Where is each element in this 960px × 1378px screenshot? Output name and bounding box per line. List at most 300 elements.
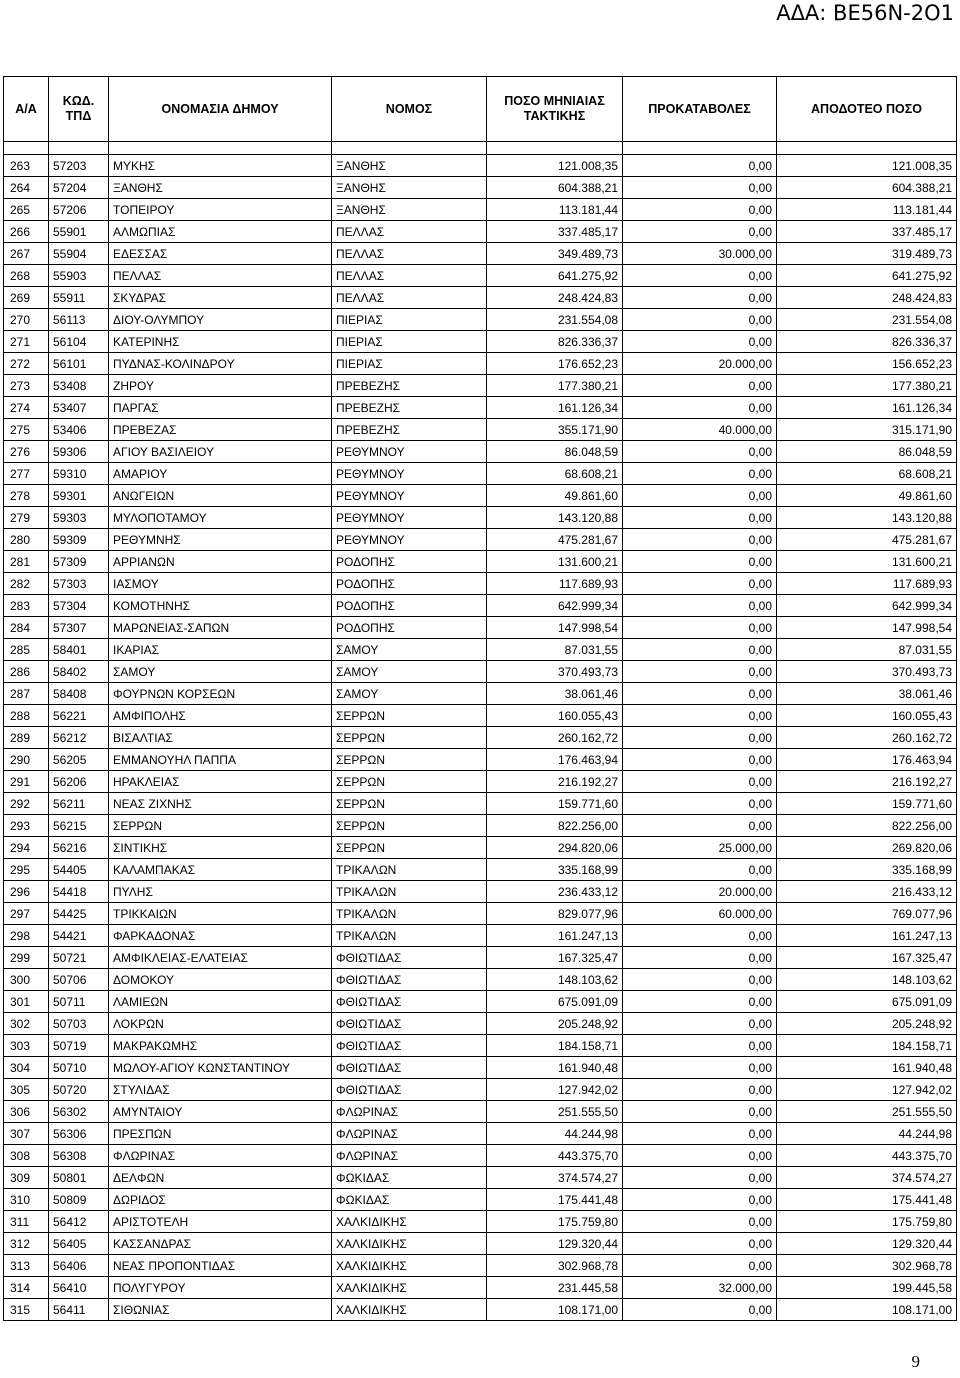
monthly-amount: 113.181,44 (487, 199, 623, 221)
advance-amount: 0,00 (623, 705, 777, 727)
municipality-name: ΛΑΜΙΕΩΝ (109, 991, 332, 1013)
municipality-code: 56308 (49, 1145, 109, 1167)
municipality-name: ΣΙΝΤΙΚΗΣ (109, 837, 332, 859)
municipality-code: 50809 (49, 1189, 109, 1211)
payable-amount: 315.171,90 (777, 419, 957, 441)
monthly-amount: 349.489,73 (487, 243, 623, 265)
advance-amount: 40.000,00 (623, 419, 777, 441)
prefecture-name: ΣΕΡΡΩΝ (332, 727, 487, 749)
row-number: 294 (4, 837, 49, 859)
monthly-amount: 826.336,37 (487, 331, 623, 353)
municipality-name: ΦΑΡΚΑΔΟΝΑΣ (109, 925, 332, 947)
header-aa: Α/Α (4, 77, 49, 142)
monthly-amount: 108.171,00 (487, 1299, 623, 1321)
row-number: 309 (4, 1167, 49, 1189)
table-row (4, 1255, 957, 1277)
municipality-code: 57203 (49, 155, 109, 177)
prefecture-name: ΤΡΙΚΑΛΩΝ (332, 859, 487, 881)
advance-amount: 0,00 (623, 375, 777, 397)
municipality-name: ΠΥΔΝΑΣ-ΚΟΛΙΝΔΡΟΥ (109, 353, 332, 375)
row-number: 266 (4, 221, 49, 243)
monthly-amount: 159.771,60 (487, 793, 623, 815)
prefecture-name: ΧΑΛΚΙΔΙΚΗΣ (332, 1277, 487, 1299)
municipality-code: 53406 (49, 419, 109, 441)
municipality-code: 56406 (49, 1255, 109, 1277)
municipality-name: ΔΙΟΥ-ΟΛΥΜΠΟΥ (109, 309, 332, 331)
prefecture-name: ΠΕΛΛΑΣ (332, 287, 487, 309)
advance-amount: 0,00 (623, 815, 777, 837)
advance-amount: 0,00 (623, 221, 777, 243)
municipality-name: ΑΜΑΡΙΟΥ (109, 463, 332, 485)
monthly-amount: 829.077,96 (487, 903, 623, 925)
monthly-amount: 355.171,90 (487, 419, 623, 441)
monthly-amount: 251.555,50 (487, 1101, 623, 1123)
row-number: 313 (4, 1255, 49, 1277)
row-number: 291 (4, 771, 49, 793)
prefecture-name: ΦΛΩΡΙΝΑΣ (332, 1101, 487, 1123)
table-row (4, 507, 957, 529)
payable-amount: 49.861,60 (777, 485, 957, 507)
payable-amount: 269.820,06 (777, 837, 957, 859)
table-row (4, 397, 957, 419)
municipality-code: 50720 (49, 1079, 109, 1101)
advance-amount: 0,00 (623, 1035, 777, 1057)
row-number: 278 (4, 485, 49, 507)
payable-amount: 604.388,21 (777, 177, 957, 199)
payable-amount: 176.463,94 (777, 749, 957, 771)
municipality-name: ΤΟΠΕΙΡΟΥ (109, 199, 332, 221)
monthly-amount: 335.168,99 (487, 859, 623, 881)
prefecture-name: ΠΕΛΛΑΣ (332, 221, 487, 243)
table-row (4, 1145, 957, 1167)
payable-amount: 121.008,35 (777, 155, 957, 177)
monthly-amount: 642.999,34 (487, 595, 623, 617)
page-number: 9 (911, 1352, 920, 1371)
payable-amount: 248.424,83 (777, 287, 957, 309)
row-number: 268 (4, 265, 49, 287)
monthly-amount: 475.281,67 (487, 529, 623, 551)
payable-amount: 44.244,98 (777, 1123, 957, 1145)
monthly-amount: 302.968,78 (487, 1255, 623, 1277)
monthly-amount: 129.320,44 (487, 1233, 623, 1255)
allocation-table (3, 76, 957, 1321)
municipality-name: ΑΡΙΣΤΟΤΕΛΗ (109, 1211, 332, 1233)
municipality-code: 50706 (49, 969, 109, 991)
row-number: 280 (4, 529, 49, 551)
prefecture-name: ΦΩΚΙΔΑΣ (332, 1189, 487, 1211)
prefecture-name: ΧΑΛΚΙΔΙΚΗΣ (332, 1299, 487, 1321)
table-row (4, 815, 957, 837)
table-row (4, 683, 957, 705)
table-row (4, 221, 957, 243)
header-monthly-amount: ΠΟΣΟ ΜΗΝΙΑΙΑΣ ΤΑΚΤΙΚΗΣ (487, 77, 623, 142)
table-row (4, 727, 957, 749)
advance-amount: 0,00 (623, 1013, 777, 1035)
municipality-name: ΙΑΣΜΟΥ (109, 573, 332, 595)
payable-amount: 68.608,21 (777, 463, 957, 485)
monthly-amount: 231.554,08 (487, 309, 623, 331)
municipality-name: ΠΡΕΒΕΖΑΣ (109, 419, 332, 441)
municipality-name: ΝΕΑΣ ΠΡΟΠΟΝΤΙΔΑΣ (109, 1255, 332, 1277)
municipality-name: ΑΜΦΙΚΛΕΙΑΣ-ΕΛΑΤΕΙΑΣ (109, 947, 332, 969)
prefecture-name: ΠΙΕΡΙΑΣ (332, 353, 487, 375)
municipality-name: ΕΜΜΑΝΟΥΗΛ ΠΑΠΠΑ (109, 749, 332, 771)
row-number: 275 (4, 419, 49, 441)
advance-amount: 0,00 (623, 1255, 777, 1277)
advance-amount: 0,00 (623, 1233, 777, 1255)
monthly-amount: 160.055,43 (487, 705, 623, 727)
payable-amount: 826.336,37 (777, 331, 957, 353)
municipality-code: 56212 (49, 727, 109, 749)
advance-amount: 0,00 (623, 1123, 777, 1145)
advance-amount: 0,00 (623, 727, 777, 749)
table-row (4, 617, 957, 639)
row-number: 293 (4, 815, 49, 837)
municipality-code: 56306 (49, 1123, 109, 1145)
municipality-code: 56405 (49, 1233, 109, 1255)
prefecture-name: ΧΑΛΚΙΔΙΚΗΣ (332, 1255, 487, 1277)
prefecture-name: ΦΩΚΙΔΑΣ (332, 1167, 487, 1189)
municipality-code: 58408 (49, 683, 109, 705)
row-number: 305 (4, 1079, 49, 1101)
table-row (4, 903, 957, 925)
payable-amount: 374.574,27 (777, 1167, 957, 1189)
payable-amount: 87.031,55 (777, 639, 957, 661)
advance-amount: 0,00 (623, 925, 777, 947)
table-row (4, 155, 957, 177)
row-number: 312 (4, 1233, 49, 1255)
monthly-amount: 38.061,46 (487, 683, 623, 705)
prefecture-name: ΞΑΝΘΗΣ (332, 155, 487, 177)
municipality-code: 57206 (49, 199, 109, 221)
row-number: 279 (4, 507, 49, 529)
row-number: 273 (4, 375, 49, 397)
advance-amount: 20.000,00 (623, 353, 777, 375)
municipality-name: ΔΕΛΦΩΝ (109, 1167, 332, 1189)
payable-amount: 148.103,62 (777, 969, 957, 991)
monthly-amount: 236.433,12 (487, 881, 623, 903)
table-row (4, 925, 957, 947)
municipality-code: 59301 (49, 485, 109, 507)
municipality-code: 56206 (49, 771, 109, 793)
row-number: 314 (4, 1277, 49, 1299)
municipality-code: 50703 (49, 1013, 109, 1035)
municipality-code: 56104 (49, 331, 109, 353)
payable-amount: 302.968,78 (777, 1255, 957, 1277)
municipality-code: 55904 (49, 243, 109, 265)
table-row (4, 1057, 957, 1079)
monthly-amount: 177.380,21 (487, 375, 623, 397)
municipality-name: ΜΑΡΩΝΕΙΑΣ-ΣΑΠΩΝ (109, 617, 332, 639)
prefecture-name: ΠΡΕΒΕΖΗΣ (332, 419, 487, 441)
prefecture-name: ΡΟΔΟΠΗΣ (332, 595, 487, 617)
monthly-amount: 822.256,00 (487, 815, 623, 837)
payable-amount: 769.077,96 (777, 903, 957, 925)
municipality-name: ΝΕΑΣ ΖΙΧΝΗΣ (109, 793, 332, 815)
municipality-code: 53408 (49, 375, 109, 397)
payable-amount: 161.126,34 (777, 397, 957, 419)
payable-amount: 199.445,58 (777, 1277, 957, 1299)
advance-amount: 0,00 (623, 331, 777, 353)
table-row (4, 837, 957, 859)
prefecture-name: ΣΑΜΟΥ (332, 639, 487, 661)
monthly-amount: 443.375,70 (487, 1145, 623, 1167)
table-row (4, 595, 957, 617)
municipality-code: 54418 (49, 881, 109, 903)
monthly-amount: 161.940,48 (487, 1057, 623, 1079)
monthly-amount: 49.861,60 (487, 485, 623, 507)
payable-amount: 131.600,21 (777, 551, 957, 573)
row-number: 298 (4, 925, 49, 947)
municipality-code: 57304 (49, 595, 109, 617)
municipality-code: 56211 (49, 793, 109, 815)
table-row (4, 1123, 957, 1145)
payable-amount: 335.168,99 (777, 859, 957, 881)
municipality-name: ΚΑΣΣΑΝΔΡΑΣ (109, 1233, 332, 1255)
row-number: 306 (4, 1101, 49, 1123)
prefecture-name: ΦΘΙΩΤΙΔΑΣ (332, 1035, 487, 1057)
municipality-name: ΑΜΥΝΤΑΙΟΥ (109, 1101, 332, 1123)
table-row (4, 1299, 957, 1321)
monthly-amount: 131.600,21 (487, 551, 623, 573)
table-row (4, 463, 957, 485)
row-number: 274 (4, 397, 49, 419)
monthly-amount: 374.574,27 (487, 1167, 623, 1189)
advance-amount: 0,00 (623, 1057, 777, 1079)
row-number: 300 (4, 969, 49, 991)
municipality-name: ΡΕΘΥΜΝΗΣ (109, 529, 332, 551)
payable-amount: 38.061,46 (777, 683, 957, 705)
row-number: 292 (4, 793, 49, 815)
municipality-name: ΜΑΚΡΑΚΩΜΗΣ (109, 1035, 332, 1057)
ada-stamp: ΑΔΑ: ΒΕ56Ν-2Ο1 (776, 1, 954, 25)
payable-amount: 175.441,48 (777, 1189, 957, 1211)
payable-amount: 370.493,73 (777, 661, 957, 683)
row-number: 288 (4, 705, 49, 727)
monthly-amount: 143.120,88 (487, 507, 623, 529)
row-number: 290 (4, 749, 49, 771)
advance-amount: 0,00 (623, 991, 777, 1013)
table-row (4, 969, 957, 991)
prefecture-name: ΦΘΙΩΤΙΔΑΣ (332, 991, 487, 1013)
table-row (4, 1013, 957, 1035)
row-number: 301 (4, 991, 49, 1013)
municipality-code: 50721 (49, 947, 109, 969)
row-number: 303 (4, 1035, 49, 1057)
payable-amount: 86.048,59 (777, 441, 957, 463)
municipality-name: ΚΑΛΑΜΠΑΚΑΣ (109, 859, 332, 881)
prefecture-name: ΧΑΛΚΙΔΙΚΗΣ (332, 1233, 487, 1255)
advance-amount: 0,00 (623, 749, 777, 771)
table-row (4, 529, 957, 551)
payable-amount: 216.192,27 (777, 771, 957, 793)
municipality-code: 56302 (49, 1101, 109, 1123)
prefecture-name: ΡΕΘΥΜΝΟΥ (332, 485, 487, 507)
prefecture-name: ΣΕΡΡΩΝ (332, 771, 487, 793)
table-row (4, 793, 957, 815)
advance-amount: 0,00 (623, 793, 777, 815)
advance-amount: 0,00 (623, 265, 777, 287)
payable-amount: 161.247,13 (777, 925, 957, 947)
row-number: 311 (4, 1211, 49, 1233)
monthly-amount: 167.325,47 (487, 947, 623, 969)
advance-amount: 20.000,00 (623, 881, 777, 903)
row-number: 287 (4, 683, 49, 705)
prefecture-name: ΠΙΕΡΙΑΣ (332, 331, 487, 353)
payable-amount: 127.942,02 (777, 1079, 957, 1101)
monthly-amount: 604.388,21 (487, 177, 623, 199)
prefecture-name: ΤΡΙΚΑΛΩΝ (332, 925, 487, 947)
advance-amount: 0,00 (623, 947, 777, 969)
monthly-amount: 68.608,21 (487, 463, 623, 485)
payable-amount: 205.248,92 (777, 1013, 957, 1035)
prefecture-name: ΠΡΕΒΕΖΗΣ (332, 397, 487, 419)
prefecture-name: ΦΘΙΩΤΙΔΑΣ (332, 947, 487, 969)
advance-amount: 0,00 (623, 1145, 777, 1167)
municipality-name: ΣΚΥΔΡΑΣ (109, 287, 332, 309)
payable-amount: 675.091,09 (777, 991, 957, 1013)
row-number: 307 (4, 1123, 49, 1145)
prefecture-name: ΡΕΘΥΜΝΟΥ (332, 507, 487, 529)
prefecture-name: ΡΕΘΥΜΝΟΥ (332, 529, 487, 551)
municipality-code: 56216 (49, 837, 109, 859)
municipality-code: 57204 (49, 177, 109, 199)
advance-amount: 0,00 (623, 639, 777, 661)
prefecture-name: ΤΡΙΚΑΛΩΝ (332, 881, 487, 903)
prefecture-name: ΦΛΩΡΙΝΑΣ (332, 1123, 487, 1145)
advance-amount: 0,00 (623, 1101, 777, 1123)
table-row (4, 265, 957, 287)
payable-amount: 143.120,88 (777, 507, 957, 529)
advance-amount: 0,00 (623, 309, 777, 331)
prefecture-name: ΣΕΡΡΩΝ (332, 705, 487, 727)
row-number: 285 (4, 639, 49, 661)
municipality-name: ΠΡΕΣΠΩΝ (109, 1123, 332, 1145)
advance-amount: 0,00 (623, 771, 777, 793)
payable-amount: 175.759,80 (777, 1211, 957, 1233)
row-number: 281 (4, 551, 49, 573)
row-number: 297 (4, 903, 49, 925)
payable-amount: 319.489,73 (777, 243, 957, 265)
row-number: 269 (4, 287, 49, 309)
row-number: 289 (4, 727, 49, 749)
table-row (4, 991, 957, 1013)
payable-amount: 231.554,08 (777, 309, 957, 331)
table-row (4, 881, 957, 903)
municipality-code: 53407 (49, 397, 109, 419)
table-row (4, 749, 957, 771)
municipality-code: 54425 (49, 903, 109, 925)
prefecture-name: ΧΑΛΚΙΔΙΚΗΣ (332, 1211, 487, 1233)
payable-amount: 177.380,21 (777, 375, 957, 397)
table-row (4, 419, 957, 441)
municipality-code: 56101 (49, 353, 109, 375)
advance-amount: 0,00 (623, 1211, 777, 1233)
municipality-code: 59310 (49, 463, 109, 485)
prefecture-name: ΡΕΘΥΜΝΟΥ (332, 463, 487, 485)
monthly-amount: 175.441,48 (487, 1189, 623, 1211)
table-row (4, 859, 957, 881)
table-body (4, 142, 957, 1321)
monthly-amount: 370.493,73 (487, 661, 623, 683)
prefecture-name: ΞΑΝΘΗΣ (332, 177, 487, 199)
row-number: 272 (4, 353, 49, 375)
row-number: 299 (4, 947, 49, 969)
payable-amount: 822.256,00 (777, 815, 957, 837)
header-prefecture: ΝΟΜΟΣ (332, 77, 487, 142)
advance-amount: 0,00 (623, 969, 777, 991)
table-row (4, 947, 957, 969)
advance-amount: 0,00 (623, 397, 777, 419)
municipality-code: 56215 (49, 815, 109, 837)
advance-amount: 0,00 (623, 507, 777, 529)
prefecture-name: ΦΘΙΩΤΙΔΑΣ (332, 969, 487, 991)
header-advances: ΠΡΟΚΑΤΑΒΟΛΕΣ (623, 77, 777, 142)
row-number: 267 (4, 243, 49, 265)
municipality-name: ΛΟΚΡΩΝ (109, 1013, 332, 1035)
advance-amount: 0,00 (623, 551, 777, 573)
municipality-code: 56221 (49, 705, 109, 727)
advance-amount: 0,00 (623, 463, 777, 485)
row-number: 284 (4, 617, 49, 639)
municipality-name: ΣΙΘΩΝΙΑΣ (109, 1299, 332, 1321)
municipality-name: ΑΓΙΟΥ ΒΑΣΙΛΕΙΟΥ (109, 441, 332, 463)
monthly-amount: 44.244,98 (487, 1123, 623, 1145)
municipality-name: ΙΚΑΡΙΑΣ (109, 639, 332, 661)
municipality-name: ΠΕΛΛΑΣ (109, 265, 332, 287)
header-municipality: ΟΝΟΜΑΣΙΑ ΔΗΜΟΥ (109, 77, 332, 142)
payable-amount: 160.055,43 (777, 705, 957, 727)
prefecture-name: ΠΕΛΛΑΣ (332, 265, 487, 287)
payable-amount: 475.281,67 (777, 529, 957, 551)
prefecture-name: ΡΟΔΟΠΗΣ (332, 573, 487, 595)
monthly-amount: 231.445,58 (487, 1277, 623, 1299)
municipality-code: 57307 (49, 617, 109, 639)
prefecture-name: ΦΘΙΩΤΙΔΑΣ (332, 1057, 487, 1079)
monthly-amount: 216.192,27 (487, 771, 623, 793)
row-number: 270 (4, 309, 49, 331)
table-row (4, 551, 957, 573)
monthly-amount: 248.424,83 (487, 287, 623, 309)
payable-amount: 216.433,12 (777, 881, 957, 903)
monthly-amount: 294.820,06 (487, 837, 623, 859)
municipality-name: ΑΛΜΩΠΙΑΣ (109, 221, 332, 243)
monthly-amount: 176.463,94 (487, 749, 623, 771)
prefecture-name: ΞΑΝΘΗΣ (332, 199, 487, 221)
prefecture-name: ΤΡΙΚΑΛΩΝ (332, 903, 487, 925)
advance-amount: 0,00 (623, 287, 777, 309)
spacer-row (4, 142, 957, 155)
payable-amount: 108.171,00 (777, 1299, 957, 1321)
payable-amount: 156.652,23 (777, 353, 957, 375)
municipality-code: 50710 (49, 1057, 109, 1079)
prefecture-name: ΡΟΔΟΠΗΣ (332, 551, 487, 573)
municipality-name: ΠΟΛΥΓΥΡΟΥ (109, 1277, 332, 1299)
advance-amount: 0,00 (623, 199, 777, 221)
monthly-amount: 337.485,17 (487, 221, 623, 243)
row-number: 264 (4, 177, 49, 199)
municipality-name: ΞΑΝΘΗΣ (109, 177, 332, 199)
row-number: 276 (4, 441, 49, 463)
monthly-amount: 205.248,92 (487, 1013, 623, 1035)
row-number: 277 (4, 463, 49, 485)
advance-amount: 0,00 (623, 1299, 777, 1321)
municipality-code: 50719 (49, 1035, 109, 1057)
monthly-amount: 184.158,71 (487, 1035, 623, 1057)
advance-amount: 60.000,00 (623, 903, 777, 925)
municipality-name: ΤΡΙΚΚΑΙΩΝ (109, 903, 332, 925)
municipality-name: ΚΑΤΕΡΙΝΗΣ (109, 331, 332, 353)
